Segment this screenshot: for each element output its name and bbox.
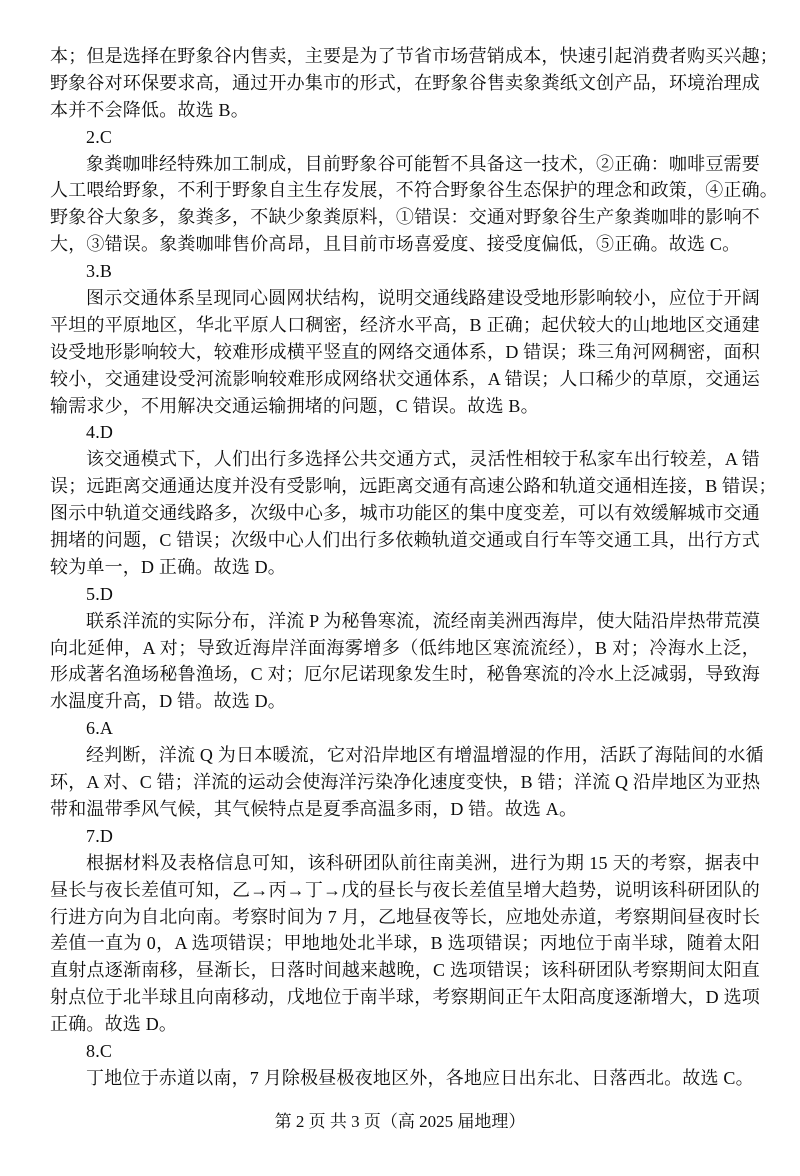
text-line: 象粪咖啡经特殊加工制成，目前野象谷可能暂不具备这一技术，②正确：咖啡豆需要	[86, 153, 760, 174]
text-line: 图示中轨道交通线路多，次级中心多，城市功能区的集中度变差，可以有效缓解城市交通	[50, 503, 760, 524]
text-line: 野象谷对环保要求高，通过开办集市的形式，在野象谷售卖象粪纸文创产品，环境治理成	[50, 72, 760, 93]
answer-label: 5.D	[86, 583, 114, 604]
text-line: 较小，交通建设受河流影响较难形成网络状交通体系，A 错误；人口稀少的草原，交通运	[50, 368, 760, 389]
answer-label: 2.C	[86, 126, 113, 147]
text-line: 大，③错误。象粪咖啡售价高昂，且目前市场喜爱度、接受度偏低，⑤正确。故选 C。	[50, 234, 741, 255]
text-line: 正确。故选 D。	[50, 1014, 178, 1035]
answer-label: 8.C	[86, 1040, 113, 1061]
answer-label: 4.D	[86, 422, 114, 443]
text-line: 联系洋流的实际分布，洋流 P 为秘鲁寒流，流经南美洲西海岸，使大陆沿岸热带荒漠	[86, 610, 761, 631]
text-line: 本并不会降低。故选 B。	[50, 99, 249, 120]
answer-key-content	[50, 43, 778, 1092]
answer-label: 6.A	[86, 718, 114, 739]
text-line: 带和温带季风气候，其气候特点是夏季高温多雨，D 错。故选 A。	[50, 798, 578, 819]
text-line: 误；远距离交通通达度并没有受影响，远距离交通有高速公路和轨道交通相连接，B 错误；	[50, 476, 777, 497]
text-line: 差值一直为 0，A 选项错误；甲地地处北半球，B 选项错误；丙地位于南半球，随着太阳	[50, 933, 760, 954]
text-line: 设受地形影响较大，较难形成横平竖直的网络交通体系，D 错误；珠三角河网稠密，面积	[50, 341, 760, 362]
text-line: 环，A 对、C 错；洋流的运动会使海洋污染净化速度变快，B 错；洋流 Q 沿岸地区为亚热	[50, 772, 761, 793]
text-line: 水温度升高，D 错。故选 D。	[50, 691, 286, 712]
text-line: 直射点逐渐南移，昼渐长，日落时间越来越晚，C 选项错误；该科研团队考察期间太阳直	[50, 960, 760, 981]
text-line: 平坦的平原地区，华北平原人口稠密，经济水平高，B 正确；起伏较大的山地地区交通建	[50, 314, 760, 335]
text-line: 行进方向为自北向南。考察时间为 7 月，乙地昼夜等长，应地处赤道，考察期间昼夜时长	[50, 906, 761, 927]
page-footer: 第 2 页 共 3 页（高 2025 届地理）	[274, 1112, 526, 1131]
text-line: 丁地位于赤道以南，7 月除极昼极夜地区外，各地应日出东北、日落西北。故选 C。	[86, 1067, 754, 1088]
answer-label: 7.D	[86, 825, 114, 846]
answer-label: 3.B	[86, 261, 113, 282]
text-line: 人工喂给野象，不利于野象自主生存发展，不符合野象谷生态保护的理念和政策，④正确。	[50, 180, 778, 201]
text-line: 拥堵的问题，C 错误；次级中心人们出行多依赖轨道交通或自行车等交通工具，出行方式	[50, 530, 760, 551]
text-line: 本；但是选择在野象谷内售卖，主要是为了节省市场营销成本，快速引起消费者购买兴趣；	[50, 46, 778, 66]
text-line: 该交通模式下，人们出行多选择公共交通方式，灵活性相较于私家车出行较差，A 错	[86, 449, 760, 470]
text-line: 昼长与夜长差值可知，乙→丙→丁→戊的昼长与夜长差值呈增大趋势，说明该科研团队的	[50, 879, 760, 900]
text-line: 向北延伸，A 对；导致近海岸洋面海雾增多（低纬地区寒流流经），B 对；冷海水上泛，	[50, 637, 760, 658]
text-line: 射点位于北半球且向南移动，戊地位于南半球，考察期间正午太阳高度逐渐增大，D 选项	[50, 987, 760, 1008]
text-line: 经判断，洋流 Q 为日本暖流，它对沿岸地区有增温增湿的作用，活跃了海陆间的水循	[86, 745, 764, 766]
text-line: 野象谷大象多，象粪多，不缺少象粪原料，①错误：交通对野象谷生产象粪咖啡的影响不	[50, 207, 760, 228]
text-line: 较为单一，D 正确。故选 D。	[50, 556, 286, 577]
text-line: 图示交通体系呈现同心圆网状结构，说明交通线路建设受地形影响较小，应位于开阔	[86, 288, 760, 309]
text-line: 根据材料及表格信息可知，该科研团队前往南美洲，进行为期 15 天的考察，据表中	[86, 852, 760, 873]
text-line: 形成著名渔场秘鲁渔场，C 对；厄尔尼诺现象发生时，秘鲁寒流的冷水上泛减弱，导致海	[50, 664, 760, 685]
text-line: 输需求少，不用解决交通运输拥堵的问题，C 错误。故选 B。	[50, 395, 539, 416]
